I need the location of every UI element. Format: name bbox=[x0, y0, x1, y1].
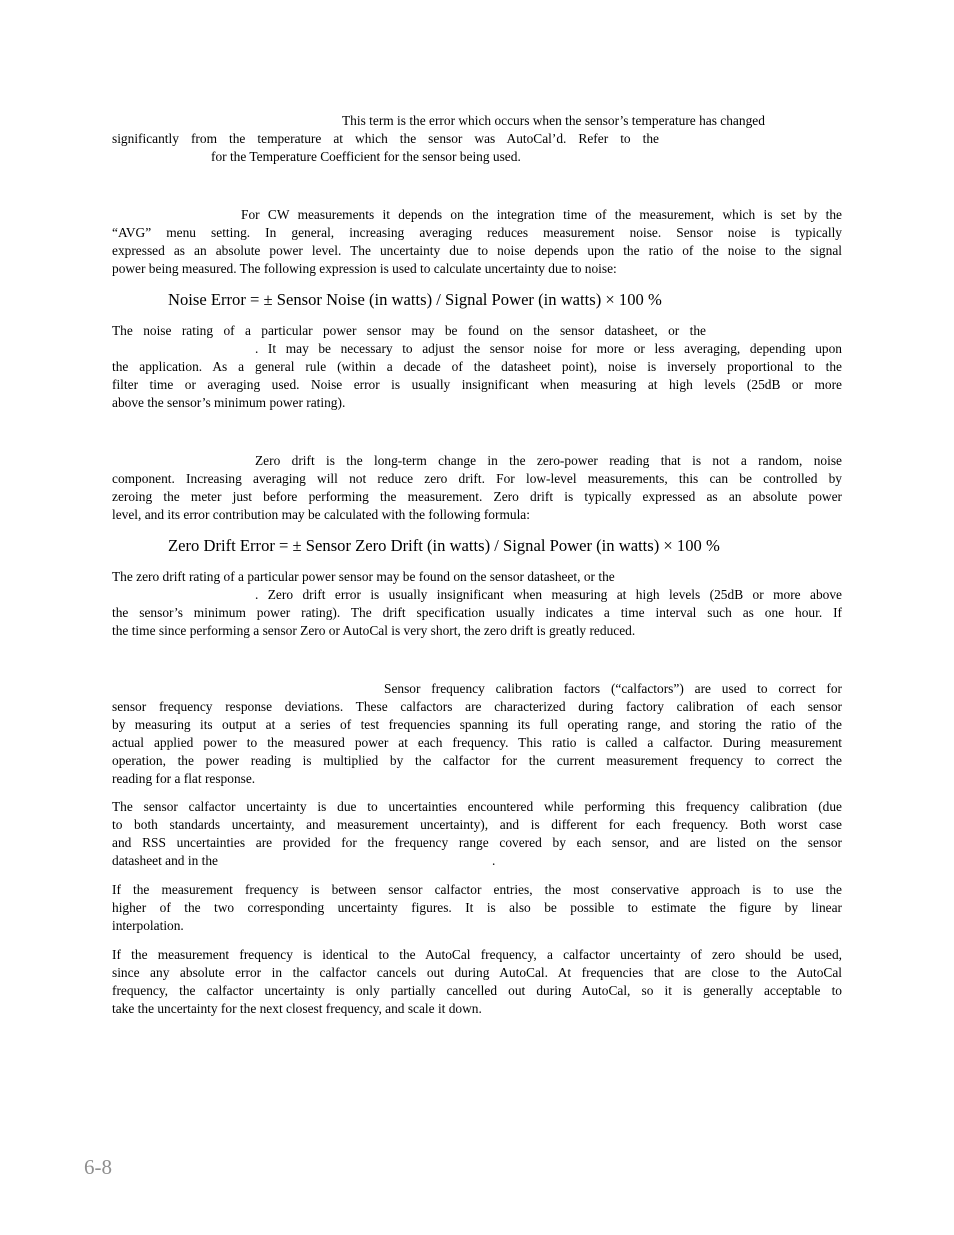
text-line: power being measured. The following expression is used to calculate uncertainty due to noise: bbox=[112, 261, 617, 276]
text-line: significantly from the temperature at which the sensor was AutoCal’d. Refer to the bbox=[112, 131, 659, 146]
text-line: since any absolute error in the calfactor cancels out during AutoCal. At frequencies that are close to the AutoCal bbox=[112, 965, 842, 980]
text-line: Zero drift is the long-term change in the zero-power reading that is not a random, noise bbox=[255, 453, 842, 468]
text-line: The zero drift rating of a particular power sensor may be found on the sensor datasheet, or the bbox=[112, 569, 615, 584]
text-line: the sensor’s minimum power rating). The drift specification usually indicates a time interval such as one hour. If bbox=[112, 605, 842, 620]
text-fragment: datasheet and in the bbox=[112, 853, 218, 868]
text-line: If the measurement frequency is between sensor calfactor entries, the most conservative approach is to use the bbox=[112, 882, 842, 897]
text-line: take the uncertainty for the next closest frequency, and scale it down. bbox=[112, 1001, 482, 1016]
calfactor-uncertainty-paragraph bbox=[112, 798, 842, 870]
temperature-paragraph bbox=[112, 112, 842, 166]
text-line: filter time or averaging used. Noise error is usually insignificant when measuring at high levels (25dB or more bbox=[112, 377, 842, 392]
text-line: “AVG” menu setting. In general, increasing averaging reduces measurement noise. Sensor noise is typically bbox=[112, 225, 842, 240]
page-number: 6-8 bbox=[84, 1155, 112, 1179]
text-line: above the sensor’s minimum power rating). bbox=[112, 395, 346, 410]
text-line: This term is the error which occurs when the sensor’s temperature has changed bbox=[342, 113, 765, 128]
noise-rating-paragraph bbox=[112, 322, 842, 412]
text-line: for the Temperature Coefficient for the sensor being used. bbox=[211, 149, 521, 164]
text-line: the application. As a general rule (within a decade of the datasheet point), noise is inversely proportional to the bbox=[112, 359, 842, 374]
text-line: interpolation. bbox=[112, 918, 184, 933]
text-line: . Zero drift error is usually insignificant when measuring at high levels (25dB or more above bbox=[255, 587, 842, 602]
zero-drift-error-formula: Zero Drift Error = ± Sensor Zero Drift (in watts) / Signal Power (in watts) × 100 % bbox=[168, 536, 720, 555]
text-line: higher of the two corresponding uncertainty figures. It is also be possible to estimate the figure by linear bbox=[112, 900, 842, 915]
text-line: frequency, the calfactor uncertainty is only partially cancelled out during AutoCal, so it is generally acceptable to bbox=[112, 983, 842, 998]
interpolation-paragraph bbox=[112, 881, 842, 935]
text-line: level, and its error contribution may be calculated with the following formula: bbox=[112, 507, 530, 522]
noise-error-formula: Noise Error = ± Sensor Noise (in watts) / Signal Power (in watts) × 100 % bbox=[168, 290, 662, 309]
text-line: expressed as an absolute power level. The uncertainty due to noise depends upon the ratio of the noise to the signal bbox=[112, 243, 842, 258]
text-line: The sensor calfactor uncertainty is due to uncertainties encountered while performing this frequency calibration (due bbox=[112, 799, 842, 814]
text-line: sensor frequency response deviations. These calfactors are characterized during factory calibration of each sensor bbox=[112, 699, 842, 714]
text-line bbox=[112, 852, 842, 870]
text-line: actual applied power to the measured power at each frequency. This ratio is called a calfactor. During measurement bbox=[112, 735, 842, 750]
calfactor-paragraph bbox=[112, 680, 842, 788]
zero-drift-rating-paragraph bbox=[112, 568, 842, 640]
text-line: to both standards uncertainty, and measurement uncertainty), and is different for each frequency. Both worst case bbox=[112, 817, 842, 832]
text-line: component. Increasing averaging will not reduce zero drift. For low-level measurements, this can be controlled by bbox=[112, 471, 842, 486]
text-line: . It may be necessary to adjust the sensor noise for more or less averaging, depending upon bbox=[255, 341, 842, 356]
text-line: by measuring its output at a series of test frequencies spanning its full operating range, and storing the ratio of the bbox=[112, 717, 842, 732]
autocal-paragraph bbox=[112, 946, 842, 1018]
text-fragment: . bbox=[491, 853, 496, 868]
text-line: operation, the power reading is multiplied by the calfactor for the current measurement frequency to correct the bbox=[112, 753, 842, 768]
text-line: the time since performing a sensor Zero or AutoCal is very short, the zero drift is greatly reduced. bbox=[112, 623, 636, 638]
text-line: If the measurement frequency is identical to the AutoCal frequency, a calfactor uncertainty of zero should be used, bbox=[112, 947, 842, 962]
zero-drift-paragraph bbox=[112, 452, 842, 524]
text-line: The noise rating of a particular power sensor may be found on the sensor datasheet, or the bbox=[112, 323, 706, 338]
text-line: Sensor frequency calibration factors (“calfactors”) are used to correct for bbox=[384, 681, 842, 696]
noise-paragraph bbox=[112, 206, 842, 278]
text-line: For CW measurements it depends on the integration time of the measurement, which is set by the bbox=[241, 207, 842, 222]
text-line: reading for a flat response. bbox=[112, 771, 256, 786]
text-line: and RSS uncertainties are provided for the frequency range covered by each sensor, and are listed on the sensor bbox=[112, 835, 842, 850]
text-line: zeroing the meter just before performing the measurement. Zero drift is typically expressed as an absolute power bbox=[112, 489, 842, 504]
